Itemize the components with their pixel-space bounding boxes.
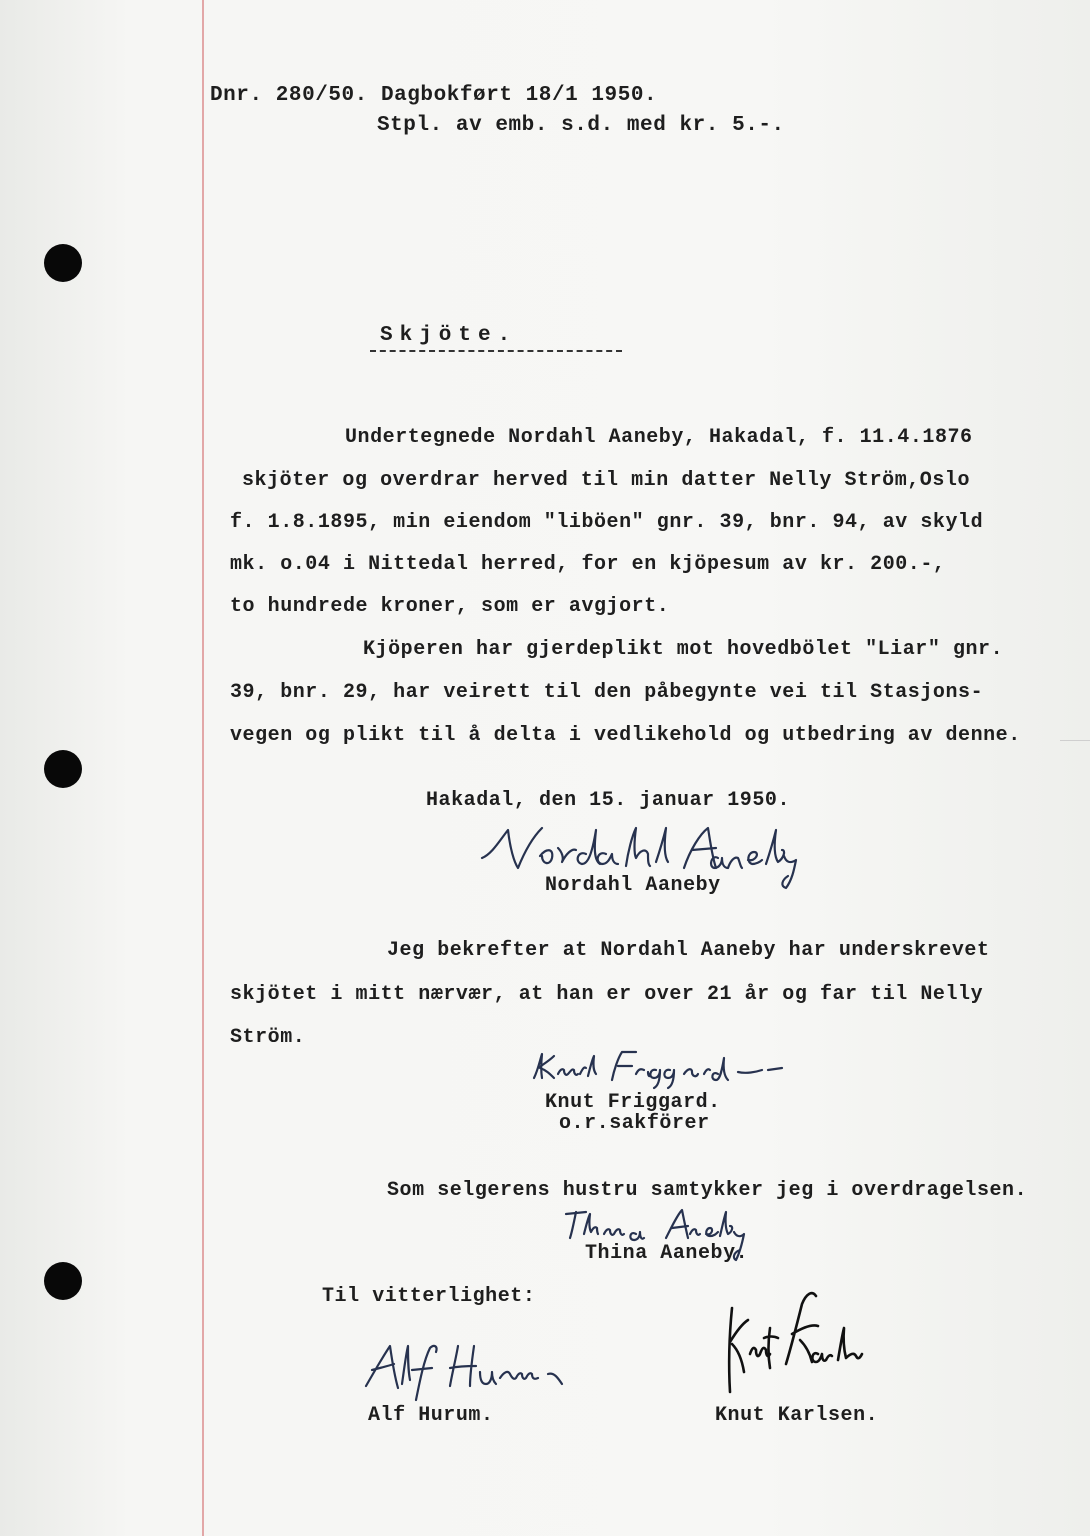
margin-line: [202, 0, 204, 1536]
witness-attester-name: Knut Friggard.: [545, 1091, 721, 1114]
fold-line: [1060, 740, 1090, 741]
body-line: f. 1.8.1895, min eiendom "liböen" gnr. 39, bnr. 94, av skyld: [230, 511, 984, 534]
signature-knut-friggard: [528, 1046, 788, 1092]
body-line: mk. o.04 i Nittedal herred, for en kjöpesum av kr. 200.-,: [230, 553, 946, 576]
punch-hole-top: [44, 244, 82, 282]
title-underline: [370, 350, 622, 352]
attestation-line: Jeg bekrefter at Nordahl Aaneby har underskrevet: [387, 939, 990, 962]
spouse-consent-statement: Som selgerens hustru samtykker jeg i overdragelsen.: [387, 1179, 1028, 1202]
body-line: 39, bnr. 29, har veirett til den påbegynte vei til Stasjons-: [230, 681, 984, 704]
body-line: skjöter og overdrar herved til min datter Nelly Ström,Oslo: [242, 469, 971, 492]
signature-knut-karlsen: [700, 1284, 870, 1404]
document-title: Skjöte.: [380, 324, 518, 347]
punch-hole-bottom: [44, 1262, 82, 1300]
body-line: vegen og plikt til å delta i vedlikehold og utbedring av denne.: [230, 724, 1021, 747]
spouse-name: Thina Aaneby.: [585, 1242, 749, 1265]
witness-attester-title: o.r.sakförer: [559, 1112, 710, 1135]
registration-line: Dnr. 280/50. Dagbokført 18/1 1950.: [210, 84, 658, 107]
body-line: Kjöperen har gjerdeplikt mot hovedbölet "Liar" gnr.: [363, 638, 1004, 661]
witnesses-heading: Til vitterlighet:: [322, 1285, 536, 1308]
signature-alf-hurum: [362, 1334, 582, 1404]
place-date: Hakadal, den 15. januar 1950.: [426, 789, 791, 812]
body-line: Undertegnede Nordahl Aaneby, Hakadal, f. 11.4.1876: [345, 426, 973, 449]
stamp-duty-line: Stpl. av emb. s.d. med kr. 5.-.: [377, 114, 785, 137]
witness2-name: Knut Karlsen.: [715, 1404, 879, 1427]
body-line: to hundrede kroner, som er avgjort.: [230, 595, 670, 618]
seller-name: Nordahl Aaneby: [545, 874, 721, 897]
attestation-line: Ström.: [230, 1026, 306, 1049]
witness1-name: Alf Hurum.: [368, 1404, 494, 1427]
attestation-line: skjötet i mitt nærvær, at han er over 21 år og far til Nelly: [230, 983, 984, 1006]
punch-hole-middle: [44, 750, 82, 788]
